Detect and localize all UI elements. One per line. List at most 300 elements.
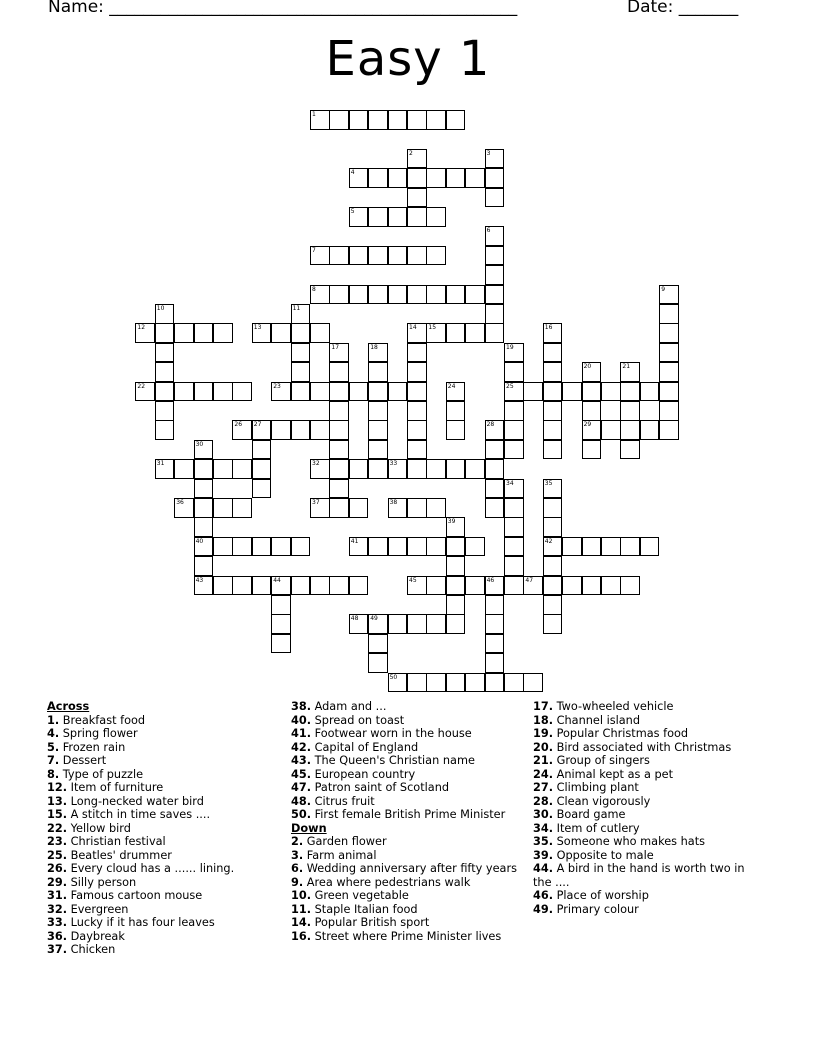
- grid-cell[interactable]: [271, 323, 291, 343]
- grid-cell[interactable]: [329, 459, 349, 479]
- grid-cell[interactable]: [446, 595, 466, 615]
- grid-cell[interactable]: [291, 323, 311, 343]
- grid-cell[interactable]: [485, 459, 505, 479]
- grid-cell[interactable]: [485, 653, 505, 673]
- grid-cell[interactable]: [620, 440, 640, 460]
- grid-cell[interactable]: [504, 498, 524, 518]
- grid-cell[interactable]: [485, 576, 505, 596]
- grid-cell[interactable]: [543, 362, 563, 382]
- grid-cell[interactable]: [620, 576, 640, 596]
- grid-cell[interactable]: [368, 634, 388, 654]
- grid-cell[interactable]: [659, 304, 679, 324]
- clue: [533, 822, 763, 836]
- grid-cell[interactable]: [523, 673, 543, 693]
- grid-cell[interactable]: [504, 343, 524, 363]
- name-field[interactable]: Name: ________________________________________________: [48, 0, 518, 17]
- grid-cell[interactable]: [329, 498, 349, 518]
- grid-cell[interactable]: [271, 420, 291, 440]
- grid-cell[interactable]: [504, 537, 524, 557]
- grid-cell[interactable]: [155, 382, 175, 402]
- grid-cell[interactable]: [368, 401, 388, 421]
- clue-number-label: 8.: [47, 767, 60, 781]
- grid-cell[interactable]: [271, 634, 291, 654]
- clue-number-label: 6.: [291, 862, 304, 875]
- grid-cell[interactable]: [329, 110, 349, 130]
- grid-cell[interactable]: [485, 168, 505, 188]
- grid-cell[interactable]: [543, 614, 563, 634]
- grid-cell[interactable]: [446, 401, 466, 421]
- grid-cell[interactable]: [582, 401, 602, 421]
- grid-cell[interactable]: [213, 498, 233, 518]
- grid-cell[interactable]: [368, 420, 388, 440]
- grid-cell[interactable]: [368, 440, 388, 460]
- grid-cell[interactable]: [291, 537, 311, 557]
- grid-cell[interactable]: [388, 382, 408, 402]
- clue: [47, 714, 287, 728]
- grid-cell[interactable]: [620, 420, 640, 440]
- grid-cell[interactable]: [232, 537, 252, 557]
- clue-number-label: 32.: [47, 902, 68, 916]
- grid-cell[interactable]: [388, 285, 408, 305]
- grid-cell[interactable]: [485, 246, 505, 266]
- grid-cell[interactable]: [213, 576, 233, 596]
- grid-cell[interactable]: [213, 382, 233, 402]
- grid-cell[interactable]: [446, 517, 466, 537]
- grid-cell[interactable]: [485, 614, 505, 634]
- grid-cell[interactable]: [329, 382, 349, 402]
- grid-cell[interactable]: [368, 362, 388, 382]
- grid-cell[interactable]: [485, 149, 505, 169]
- grid-cell[interactable]: [543, 595, 563, 615]
- grid-cell[interactable]: [232, 576, 252, 596]
- grid-cell[interactable]: [485, 323, 505, 343]
- grid-cell[interactable]: [310, 246, 330, 266]
- grid-cell[interactable]: [640, 382, 660, 402]
- grid-cell[interactable]: [407, 149, 427, 169]
- grid-cell[interactable]: [368, 614, 388, 634]
- clue-number-label: 34.: [533, 821, 554, 835]
- grid-cell[interactable]: [329, 362, 349, 382]
- grid-cell[interactable]: [562, 576, 582, 596]
- grid-cell[interactable]: [271, 595, 291, 615]
- grid-cell[interactable]: [485, 673, 505, 693]
- grid-cell[interactable]: [465, 459, 485, 479]
- grid-cell[interactable]: [543, 401, 563, 421]
- grid-cell[interactable]: [523, 576, 543, 596]
- grid-cell[interactable]: [446, 576, 466, 596]
- grid-cell[interactable]: [349, 285, 369, 305]
- grid-cell[interactable]: [582, 420, 602, 440]
- grid-cell[interactable]: [194, 323, 214, 343]
- grid-cell[interactable]: [310, 459, 330, 479]
- grid-cell[interactable]: [659, 382, 679, 402]
- clue-text: European country: [311, 767, 416, 781]
- grid-cell[interactable]: [446, 285, 466, 305]
- grid-cell[interactable]: [601, 537, 621, 557]
- grid-cell[interactable]: [388, 459, 408, 479]
- grid-cell[interactable]: [329, 343, 349, 363]
- clue: [533, 795, 763, 809]
- grid-cell[interactable]: [446, 382, 466, 402]
- grid-cell[interactable]: [155, 420, 175, 440]
- clue: [533, 714, 763, 728]
- grid-cell[interactable]: [213, 537, 233, 557]
- clue-number: 40: [195, 537, 204, 545]
- grid-cell[interactable]: [252, 537, 272, 557]
- grid-cell[interactable]: [407, 168, 427, 188]
- clue-number: 34: [506, 479, 514, 487]
- grid-cell[interactable]: [620, 401, 640, 421]
- grid-cell[interactable]: [426, 285, 446, 305]
- grid-cell[interactable]: [407, 362, 427, 382]
- grid-cell[interactable]: [310, 323, 330, 343]
- grid-cell[interactable]: [194, 537, 214, 557]
- clue-number-label: 4.: [47, 727, 60, 740]
- clue-number-label: 47.: [291, 781, 312, 794]
- grid-cell[interactable]: [310, 420, 330, 440]
- grid-cell[interactable]: [388, 110, 408, 130]
- grid-cell[interactable]: [252, 479, 272, 499]
- grid-cell[interactable]: [232, 420, 252, 440]
- clue-number-label: 12.: [47, 781, 68, 794]
- grid-cell[interactable]: [485, 634, 505, 654]
- grid-cell[interactable]: [349, 110, 369, 130]
- clue: [533, 754, 763, 768]
- grid-cell[interactable]: [368, 537, 388, 557]
- grid-cell[interactable]: [640, 420, 660, 440]
- grid-cell[interactable]: [252, 323, 272, 343]
- grid-cell[interactable]: [465, 168, 485, 188]
- grid-cell[interactable]: [135, 323, 155, 343]
- grid-cell[interactable]: [291, 343, 311, 363]
- grid-cell[interactable]: [504, 440, 524, 460]
- grid-cell[interactable]: [543, 323, 563, 343]
- grid-cell[interactable]: [426, 459, 446, 479]
- grid-cell[interactable]: [543, 343, 563, 363]
- grid-cell[interactable]: [601, 420, 621, 440]
- grid-cell[interactable]: [407, 614, 427, 634]
- grid-cell[interactable]: [485, 479, 505, 499]
- grid-cell[interactable]: [388, 246, 408, 266]
- grid-cell[interactable]: [659, 420, 679, 440]
- grid-cell[interactable]: [620, 362, 640, 382]
- grid-cell[interactable]: [329, 576, 349, 596]
- grid-cell[interactable]: [543, 576, 563, 596]
- grid-cell[interactable]: [388, 168, 408, 188]
- grid-cell[interactable]: [368, 110, 388, 130]
- grid-cell[interactable]: [388, 614, 408, 634]
- grid-cell[interactable]: [485, 440, 505, 460]
- grid-cell[interactable]: [407, 440, 427, 460]
- grid-cell[interactable]: [407, 420, 427, 440]
- grid-cell[interactable]: [310, 382, 330, 402]
- grid-cell[interactable]: [291, 420, 311, 440]
- clue-number-label: 37.: [47, 943, 68, 956]
- clue: [47, 754, 287, 768]
- clue-text: Silly person: [67, 875, 137, 889]
- grid-cell[interactable]: [329, 479, 349, 499]
- grid-cell[interactable]: [407, 673, 427, 693]
- clue-number: 49: [370, 615, 378, 623]
- grid-cell[interactable]: [659, 285, 679, 305]
- grid-cell[interactable]: [407, 207, 427, 227]
- grid-cell[interactable]: [194, 459, 214, 479]
- grid-cell[interactable]: [582, 576, 602, 596]
- grid-cell[interactable]: [407, 343, 427, 363]
- grid-cell[interactable]: [368, 653, 388, 673]
- grid-cell[interactable]: [562, 382, 582, 402]
- clue-number-label: 35.: [533, 835, 554, 848]
- grid-cell[interactable]: [407, 382, 427, 402]
- grid-cell[interactable]: [291, 304, 311, 324]
- grid-cell[interactable]: [174, 498, 194, 518]
- grid-cell[interactable]: [504, 517, 524, 537]
- grid-cell[interactable]: [659, 401, 679, 421]
- grid-cell[interactable]: [368, 382, 388, 402]
- grid-cell[interactable]: [582, 440, 602, 460]
- grid-cell[interactable]: [601, 382, 621, 402]
- grid-cell[interactable]: [562, 537, 582, 557]
- grid-cell[interactable]: [271, 537, 291, 557]
- grid-cell[interactable]: [232, 382, 252, 402]
- grid-cell[interactable]: [194, 576, 214, 596]
- clue-number-label: 40.: [291, 713, 312, 727]
- grid-cell[interactable]: [213, 323, 233, 343]
- clue-number-label: 18.: [533, 713, 554, 727]
- grid-cell[interactable]: [465, 576, 485, 596]
- grid-cell[interactable]: [368, 168, 388, 188]
- grid-cell[interactable]: [426, 246, 446, 266]
- grid-cell[interactable]: [582, 362, 602, 382]
- grid-cell[interactable]: [504, 576, 524, 596]
- grid-cell[interactable]: [291, 576, 311, 596]
- grid-cell[interactable]: [504, 382, 524, 402]
- grid-cell[interactable]: [329, 285, 349, 305]
- clue-number: 45: [409, 576, 417, 584]
- clue: [533, 889, 763, 903]
- grid-cell[interactable]: [659, 323, 679, 343]
- grid-cell[interactable]: [349, 207, 369, 227]
- grid-cell[interactable]: [543, 440, 563, 460]
- grid-cell[interactable]: [310, 110, 330, 130]
- grid-cell[interactable]: [155, 362, 175, 382]
- grid-cell[interactable]: [504, 420, 524, 440]
- grid-cell[interactable]: [407, 537, 427, 557]
- grid-cell[interactable]: [194, 517, 214, 537]
- grid-cell[interactable]: [329, 401, 349, 421]
- grid-cell[interactable]: [485, 304, 505, 324]
- grid-cell[interactable]: [368, 343, 388, 363]
- clue-number-label: 21.: [533, 754, 554, 767]
- clue: [47, 808, 287, 822]
- grid-cell[interactable]: [407, 498, 427, 518]
- grid-cell[interactable]: [407, 401, 427, 421]
- grid-cell[interactable]: [485, 265, 505, 285]
- clue-text: Place of worship: [553, 889, 649, 902]
- grid-cell[interactable]: [174, 382, 194, 402]
- grid-cell[interactable]: [155, 401, 175, 421]
- grid-cell[interactable]: [426, 498, 446, 518]
- grid-cell[interactable]: [485, 595, 505, 615]
- clue-text: Beatles' drummer: [67, 848, 172, 862]
- clue-number: 4: [350, 169, 355, 177]
- clue-text: Spread on toast: [311, 713, 405, 727]
- grid-cell[interactable]: [582, 537, 602, 557]
- grid-cell[interactable]: [194, 479, 214, 499]
- grid-cell[interactable]: [426, 110, 446, 130]
- grid-cell[interactable]: [174, 459, 194, 479]
- clue: [291, 930, 531, 944]
- grid-cell[interactable]: [232, 498, 252, 518]
- grid-cell[interactable]: [601, 576, 621, 596]
- grid-cell[interactable]: [310, 285, 330, 305]
- grid-cell[interactable]: [426, 673, 446, 693]
- grid-cell[interactable]: [446, 110, 466, 130]
- grid-cell[interactable]: [543, 420, 563, 440]
- grid-cell[interactable]: [465, 537, 485, 557]
- grid-cell[interactable]: [271, 382, 291, 402]
- grid-cell[interactable]: [368, 459, 388, 479]
- grid-cell[interactable]: [446, 614, 466, 634]
- grid-cell[interactable]: [368, 207, 388, 227]
- grid-cell[interactable]: [504, 362, 524, 382]
- clue: [291, 700, 531, 714]
- grid-cell[interactable]: [426, 168, 446, 188]
- grid-cell[interactable]: [543, 517, 563, 537]
- grid-cell[interactable]: [194, 556, 214, 576]
- grid-cell[interactable]: [620, 537, 640, 557]
- grid-cell[interactable]: [349, 246, 369, 266]
- grid-cell[interactable]: [349, 498, 369, 518]
- grid-cell[interactable]: [252, 459, 272, 479]
- grid-cell[interactable]: [543, 556, 563, 576]
- grid-cell[interactable]: [426, 207, 446, 227]
- grid-cell[interactable]: [407, 110, 427, 130]
- grid-cell[interactable]: [271, 576, 291, 596]
- grid-cell[interactable]: [465, 323, 485, 343]
- grid-cell[interactable]: [310, 498, 330, 518]
- grid-cell[interactable]: [291, 382, 311, 402]
- grid-cell[interactable]: [368, 246, 388, 266]
- clue-text: Evergreen: [67, 902, 129, 916]
- grid-cell[interactable]: [349, 614, 369, 634]
- grid-cell[interactable]: [485, 285, 505, 305]
- grid-cell[interactable]: [543, 498, 563, 518]
- grid-cell[interactable]: [213, 459, 233, 479]
- grid-cell[interactable]: [135, 382, 155, 402]
- grid-cell[interactable]: [485, 226, 505, 246]
- grid-cell[interactable]: [465, 673, 485, 693]
- clue-number-label: 19.: [533, 727, 554, 740]
- grid-cell[interactable]: [659, 362, 679, 382]
- grid-cell[interactable]: [368, 285, 388, 305]
- grid-cell[interactable]: [407, 285, 427, 305]
- grid-cell[interactable]: [349, 382, 369, 402]
- clue-number: 5: [350, 208, 355, 215]
- grid-cell[interactable]: [582, 382, 602, 402]
- grid-cell[interactable]: [407, 576, 427, 596]
- grid-cell[interactable]: [465, 285, 485, 305]
- grid-cell[interactable]: [543, 537, 563, 557]
- grid-cell[interactable]: [446, 168, 466, 188]
- grid-cell[interactable]: [426, 576, 446, 596]
- grid-cell[interactable]: [329, 246, 349, 266]
- clue: [533, 862, 763, 889]
- grid-cell[interactable]: [349, 168, 369, 188]
- grid-cell[interactable]: [155, 343, 175, 363]
- grid-cell[interactable]: [155, 304, 175, 324]
- grid-cell[interactable]: [329, 420, 349, 440]
- grid-cell[interactable]: [446, 420, 466, 440]
- grid-cell[interactable]: [194, 498, 214, 518]
- grid-cell[interactable]: [407, 246, 427, 266]
- grid-cell[interactable]: [485, 188, 505, 208]
- clue-text: Someone who makes hats: [553, 835, 706, 848]
- grid-cell[interactable]: [155, 323, 175, 343]
- clue: [291, 903, 531, 917]
- grid-cell[interactable]: [155, 459, 175, 479]
- grid-cell[interactable]: [446, 323, 466, 343]
- grid-cell[interactable]: [659, 343, 679, 363]
- grid-cell[interactable]: [329, 440, 349, 460]
- grid-cell[interactable]: [310, 576, 330, 596]
- grid-cell[interactable]: [543, 382, 563, 402]
- grid-cell[interactable]: [446, 537, 466, 557]
- grid-cell[interactable]: [446, 673, 466, 693]
- across-clue-list: [47, 714, 287, 957]
- grid-cell[interactable]: [349, 459, 369, 479]
- grid-cell[interactable]: [194, 382, 214, 402]
- grid-cell[interactable]: [271, 614, 291, 634]
- grid-cell[interactable]: [252, 576, 272, 596]
- grid-cell[interactable]: [426, 323, 446, 343]
- grid-cell[interactable]: [349, 537, 369, 557]
- grid-cell[interactable]: [252, 440, 272, 460]
- grid-cell[interactable]: [349, 576, 369, 596]
- grid-cell[interactable]: [407, 323, 427, 343]
- grid-cell[interactable]: [523, 382, 543, 402]
- grid-cell[interactable]: [485, 420, 505, 440]
- grid-cell[interactable]: [388, 207, 408, 227]
- grid-cell[interactable]: [426, 614, 446, 634]
- date-field[interactable]: Date: _______: [627, 0, 739, 17]
- grid-cell[interactable]: [620, 382, 640, 402]
- grid-cell[interactable]: [446, 459, 466, 479]
- grid-cell[interactable]: [426, 537, 446, 557]
- grid-cell[interactable]: [640, 537, 660, 557]
- clue-number-label: 49.: [533, 902, 554, 916]
- grid-cell[interactable]: [543, 479, 563, 499]
- clue: [47, 741, 287, 755]
- grid-cell[interactable]: [291, 362, 311, 382]
- grid-cell[interactable]: [194, 440, 214, 460]
- clue-number-label: 3.: [291, 848, 304, 862]
- grid-cell[interactable]: [232, 459, 252, 479]
- grid-cell[interactable]: [388, 498, 408, 518]
- grid-cell[interactable]: [174, 323, 194, 343]
- grid-cell[interactable]: [407, 188, 427, 208]
- grid-cell[interactable]: [388, 537, 408, 557]
- grid-cell[interactable]: [446, 556, 466, 576]
- grid-cell[interactable]: [407, 459, 427, 479]
- grid-cell[interactable]: [388, 673, 408, 693]
- grid-cell[interactable]: [504, 479, 524, 499]
- grid-cell[interactable]: [504, 556, 524, 576]
- grid-cell[interactable]: [504, 673, 524, 693]
- grid-cell[interactable]: [252, 420, 272, 440]
- grid-cell[interactable]: [504, 401, 524, 421]
- grid-cell[interactable]: [485, 498, 505, 518]
